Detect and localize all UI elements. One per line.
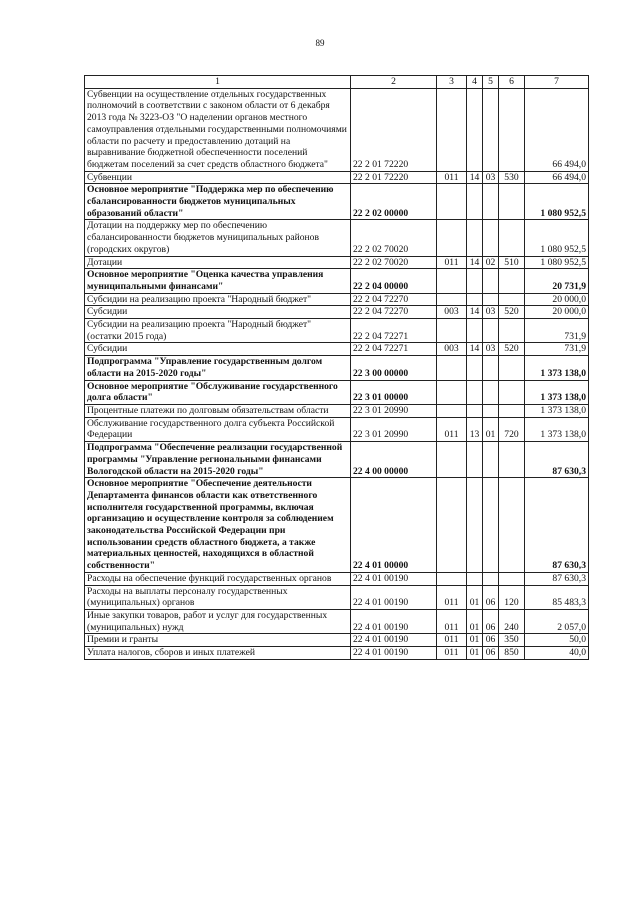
row-expense-type: 240 xyxy=(499,609,525,633)
row-subsection-code xyxy=(483,572,499,585)
row-section-code: 14 xyxy=(467,306,483,319)
row-section-code: 14 xyxy=(467,343,483,356)
row-admin-code xyxy=(437,88,467,171)
table-row xyxy=(85,609,589,633)
row-section-code: 14 xyxy=(467,171,483,184)
row-subsection-code xyxy=(483,380,499,404)
table-row xyxy=(85,634,589,647)
row-amount: 87 630,3 xyxy=(525,478,589,573)
row-amount: 1 080 952,5 xyxy=(525,184,589,220)
row-name: Расходы на выплаты персоналу государственных (муниципальных) органов xyxy=(85,585,351,609)
row-admin-code: 011 xyxy=(437,417,467,441)
row-subsection-code: 02 xyxy=(483,256,499,269)
row-name: Субсидии xyxy=(85,306,351,319)
row-expense-type: 720 xyxy=(499,417,525,441)
row-admin-code: 003 xyxy=(437,343,467,356)
row-subsection-code xyxy=(483,478,499,573)
row-section-code: 01 xyxy=(467,634,483,647)
row-expense-type xyxy=(499,380,525,404)
row-section-code xyxy=(467,404,483,417)
row-expense-type xyxy=(499,220,525,256)
row-admin-code xyxy=(437,572,467,585)
row-name: Подпрограмма "Обеспечение реализации государственной программы "Управление региональными финансами Вологодской области на 2015-2020 годы" xyxy=(85,442,351,478)
row-expense-type: 850 xyxy=(499,647,525,660)
row-expense-type xyxy=(499,478,525,573)
row-subsection-code xyxy=(483,269,499,293)
row-subsection-code: 03 xyxy=(483,306,499,319)
row-amount: 50,0 xyxy=(525,634,589,647)
row-amount: 20 731,9 xyxy=(525,269,589,293)
row-amount: 1 373 138,0 xyxy=(525,380,589,404)
row-section-code xyxy=(467,293,483,306)
row-expense-type xyxy=(499,442,525,478)
row-subsection-code xyxy=(483,293,499,306)
table-row xyxy=(85,306,589,319)
row-name: Иные закупки товаров, работ и услуг для государственных (муниципальных) нужд xyxy=(85,609,351,633)
row-expense-type: 520 xyxy=(499,343,525,356)
row-expense-type xyxy=(499,269,525,293)
row-admin-code: 011 xyxy=(437,585,467,609)
row-admin-code xyxy=(437,478,467,573)
row-expense-type xyxy=(499,88,525,171)
row-expense-type xyxy=(499,356,525,380)
row-admin-code xyxy=(437,442,467,478)
row-amount: 1 373 138,0 xyxy=(525,404,589,417)
row-name: Субсидии xyxy=(85,343,351,356)
header-col-3: 3 xyxy=(437,76,467,89)
row-admin-code xyxy=(437,319,467,343)
row-amount: 1 080 952,5 xyxy=(525,220,589,256)
row-amount: 66 494,0 xyxy=(525,171,589,184)
table-row xyxy=(85,171,589,184)
row-section-code: 01 xyxy=(467,647,483,660)
row-section-code xyxy=(467,184,483,220)
row-name: Обслуживание государственного долга субъекта Российской Федерации xyxy=(85,417,351,441)
row-target-code: 22 2 04 72271 xyxy=(351,343,437,356)
row-admin-code: 003 xyxy=(437,306,467,319)
header-col-7: 7 xyxy=(525,76,589,89)
table-row xyxy=(85,293,589,306)
row-expense-type xyxy=(499,184,525,220)
row-amount: 85 483,3 xyxy=(525,585,589,609)
row-section-code: 13 xyxy=(467,417,483,441)
row-section-code: 01 xyxy=(467,609,483,633)
row-name: Субвенции на осуществление отдельных государственных полномочий в соответствии с законом области от 6 декабря 2013 года № 3223-ОЗ "О наделении органов местного самоуправления отдельными государственными полномочиями области по расчету и предоставлению дотаций на выравнивание бюджетной обеспеченности поселений бюджетам поселений за счет средств областного бюджета" xyxy=(85,88,351,171)
row-name: Дотации xyxy=(85,256,351,269)
header-col-2: 2 xyxy=(351,76,437,89)
table-row xyxy=(85,269,589,293)
row-name: Основное мероприятие "Поддержка мер по обеспечению сбалансированности бюджетов муниципальных образований области" xyxy=(85,184,351,220)
row-section-code xyxy=(467,478,483,573)
row-expense-type xyxy=(499,572,525,585)
row-target-code: 22 2 04 72270 xyxy=(351,293,437,306)
table-row xyxy=(85,478,589,573)
row-name: Процентные платежи по долговым обязательствам области xyxy=(85,404,351,417)
row-name: Подпрограмма "Управление государственным долгом области на 2015-2020 годы" xyxy=(85,356,351,380)
row-target-code: 22 2 02 70020 xyxy=(351,256,437,269)
row-name: Расходы на обеспечение функций государственных органов xyxy=(85,572,351,585)
row-section-code: 14 xyxy=(467,256,483,269)
table-row xyxy=(85,572,589,585)
row-target-code: 22 4 00 00000 xyxy=(351,442,437,478)
row-expense-type: 120 xyxy=(499,585,525,609)
table-row xyxy=(85,343,589,356)
row-subsection-code: 06 xyxy=(483,585,499,609)
header-col-5: 5 xyxy=(483,76,499,89)
row-subsection-code xyxy=(483,319,499,343)
row-expense-type: 350 xyxy=(499,634,525,647)
row-target-code: 22 3 00 00000 xyxy=(351,356,437,380)
row-target-code: 22 4 01 00190 xyxy=(351,609,437,633)
row-amount: 66 494,0 xyxy=(525,88,589,171)
row-target-code: 22 4 01 00190 xyxy=(351,634,437,647)
row-name: Субсидии на реализацию проекта "Народный бюджет" xyxy=(85,293,351,306)
row-amount: 1 373 138,0 xyxy=(525,356,589,380)
row-amount: 1 373 138,0 xyxy=(525,417,589,441)
row-subsection-code xyxy=(483,356,499,380)
row-admin-code xyxy=(437,184,467,220)
row-subsection-code xyxy=(483,442,499,478)
row-amount: 87 630,3 xyxy=(525,442,589,478)
row-section-code xyxy=(467,88,483,171)
row-admin-code: 011 xyxy=(437,647,467,660)
row-section-code xyxy=(467,442,483,478)
table-row xyxy=(85,256,589,269)
row-name: Субсидии на реализацию проекта "Народный бюджет" (остатки 2015 года) xyxy=(85,319,351,343)
row-section-code xyxy=(467,572,483,585)
row-section-code xyxy=(467,356,483,380)
row-target-code: 22 4 01 00190 xyxy=(351,585,437,609)
row-section-code: 01 xyxy=(467,585,483,609)
header-col-4: 4 xyxy=(467,76,483,89)
row-target-code: 22 2 04 72270 xyxy=(351,306,437,319)
row-target-code: 22 4 01 00190 xyxy=(351,572,437,585)
row-target-code: 22 2 04 72271 xyxy=(351,319,437,343)
row-expense-type: 510 xyxy=(499,256,525,269)
row-expense-type xyxy=(499,293,525,306)
table-row xyxy=(85,404,589,417)
row-expense-type: 520 xyxy=(499,306,525,319)
row-amount: 731,9 xyxy=(525,319,589,343)
table-row xyxy=(85,417,589,441)
row-target-code: 22 2 01 72220 xyxy=(351,171,437,184)
row-target-code: 22 4 01 00000 xyxy=(351,478,437,573)
row-target-code: 22 2 02 00000 xyxy=(351,184,437,220)
table-row xyxy=(85,442,589,478)
row-expense-type xyxy=(499,404,525,417)
row-amount: 87 630,3 xyxy=(525,572,589,585)
table-body xyxy=(85,88,589,659)
header-row xyxy=(85,76,589,89)
row-admin-code: 011 xyxy=(437,256,467,269)
row-section-code xyxy=(467,319,483,343)
row-amount: 20 000,0 xyxy=(525,306,589,319)
row-admin-code xyxy=(437,356,467,380)
row-expense-type: 530 xyxy=(499,171,525,184)
row-target-code: 22 2 01 72220 xyxy=(351,88,437,171)
row-name: Основное мероприятие "Обслуживание государственного долга области" xyxy=(85,380,351,404)
row-subsection-code xyxy=(483,220,499,256)
table-row xyxy=(85,319,589,343)
table-row xyxy=(85,184,589,220)
row-name: Субвенции xyxy=(85,171,351,184)
row-section-code xyxy=(467,220,483,256)
row-subsection-code xyxy=(483,404,499,417)
header-col-6: 6 xyxy=(499,76,525,89)
row-admin-code xyxy=(437,293,467,306)
row-subsection-code xyxy=(483,88,499,171)
header-col-1: 1 xyxy=(85,76,351,89)
row-name: Основное мероприятие "Обеспечение деятельности Департамента финансов области как ответственного исполнителя государственной программы, включая организацию и осуществление контроля за соблюдением законодательства Российской Федерации при использовании средств областного бюджета, а также материальных ценностей, находящихся в областной собственности" xyxy=(85,478,351,573)
row-subsection-code: 01 xyxy=(483,417,499,441)
row-section-code xyxy=(467,380,483,404)
row-amount: 731,9 xyxy=(525,343,589,356)
row-section-code xyxy=(467,269,483,293)
table-row xyxy=(85,585,589,609)
table-row xyxy=(85,380,589,404)
row-name: Дотации на поддержку мер по обеспечению сбалансированности бюджетов муниципальных районов (городских округов) xyxy=(85,220,351,256)
row-target-code: 22 3 01 20990 xyxy=(351,404,437,417)
table-row xyxy=(85,647,589,660)
row-amount: 40,0 xyxy=(525,647,589,660)
row-subsection-code: 06 xyxy=(483,634,499,647)
row-admin-code xyxy=(437,220,467,256)
row-admin-code xyxy=(437,404,467,417)
row-subsection-code: 03 xyxy=(483,171,499,184)
row-target-code: 22 3 01 20990 xyxy=(351,417,437,441)
page-number: 89 xyxy=(315,38,325,48)
row-admin-code: 011 xyxy=(437,634,467,647)
row-name: Уплата налогов, сборов и иных платежей xyxy=(85,647,351,660)
row-target-code: 22 4 01 00190 xyxy=(351,647,437,660)
row-subsection-code: 06 xyxy=(483,609,499,633)
table-row xyxy=(85,356,589,380)
row-amount: 2 057,0 xyxy=(525,609,589,633)
row-amount: 20 000,0 xyxy=(525,293,589,306)
row-admin-code: 011 xyxy=(437,609,467,633)
row-name: Премии и гранты xyxy=(85,634,351,647)
row-target-code: 22 2 02 70020 xyxy=(351,220,437,256)
table-row xyxy=(85,88,589,171)
row-target-code: 22 3 01 00000 xyxy=(351,380,437,404)
row-admin-code xyxy=(437,380,467,404)
table-row xyxy=(85,220,589,256)
row-admin-code: 011 xyxy=(437,171,467,184)
row-amount: 1 080 952,5 xyxy=(525,256,589,269)
row-expense-type xyxy=(499,319,525,343)
budget-table xyxy=(84,75,589,660)
row-name: Основное мероприятие "Оценка качества управления муниципальными финансами" xyxy=(85,269,351,293)
row-subsection-code xyxy=(483,184,499,220)
row-admin-code xyxy=(437,269,467,293)
row-subsection-code: 06 xyxy=(483,647,499,660)
row-subsection-code: 03 xyxy=(483,343,499,356)
row-target-code: 22 2 04 00000 xyxy=(351,269,437,293)
